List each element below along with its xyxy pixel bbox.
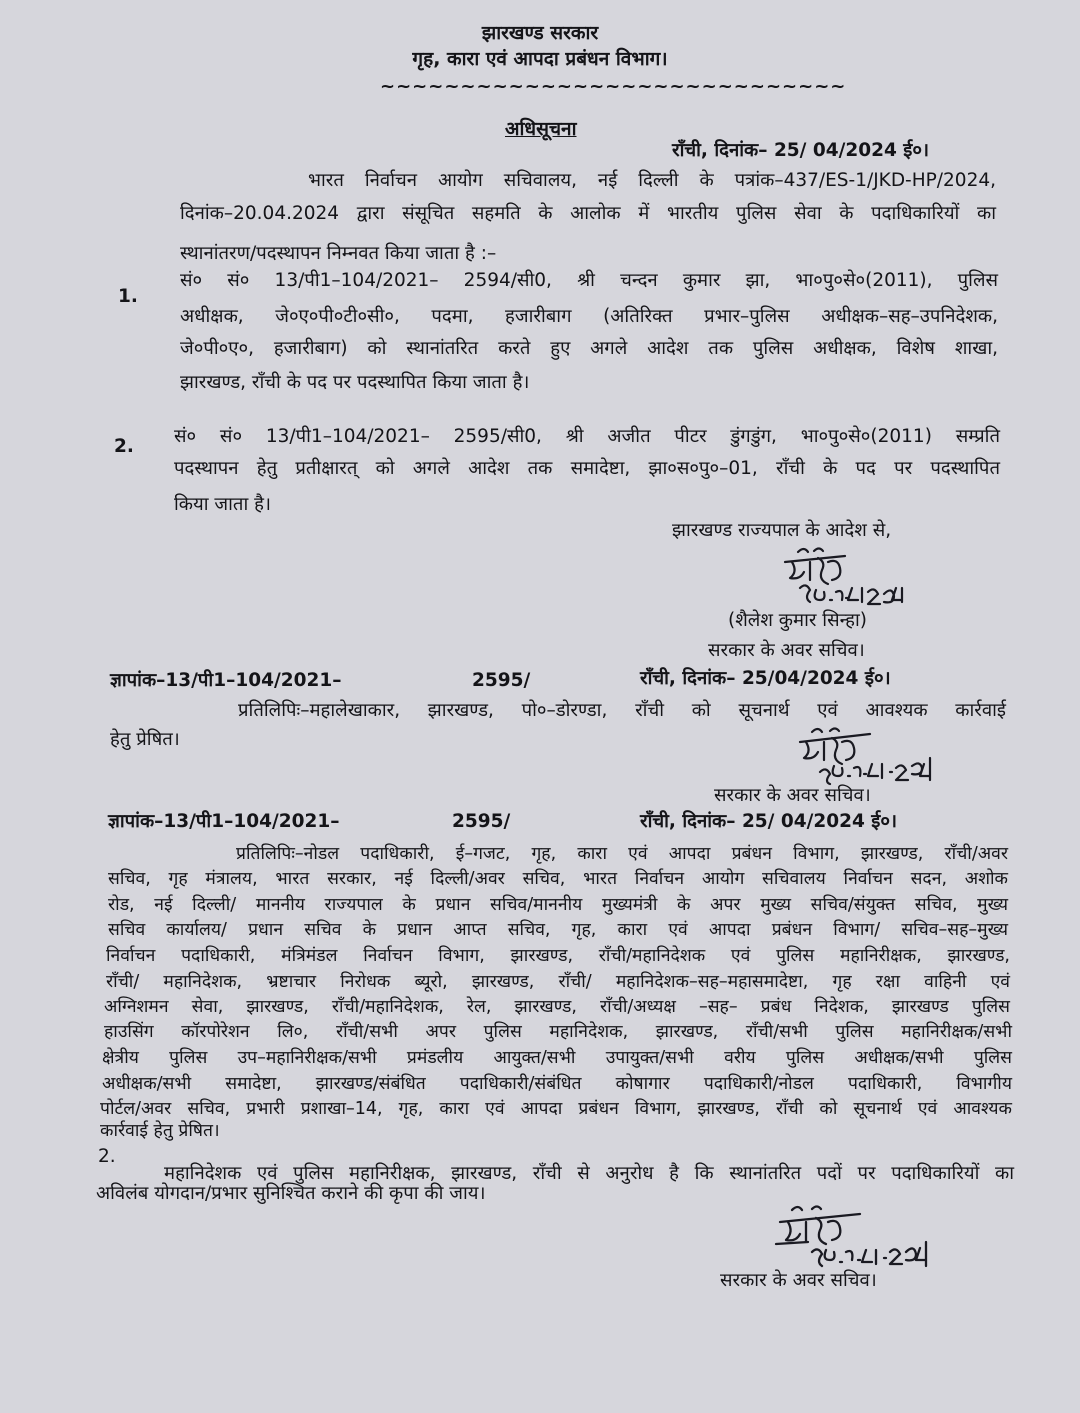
document-title: अधिसूचना (505, 118, 577, 140)
item-2-line: सं० सं० 13/पी1–104/2021– 2595/सी0, श्री अजीत पीटर डुंगडुंग, भा०पु०से०(2011) सम्प्रति (174, 426, 1000, 447)
memo-2-line: क्षेत्रीय पुलिस उप–महानिरीक्षक/सभी प्रमंडलीय आयुक्त/सभी उपायुक्त/सभी वरीय पुलिस अधीक्षक/सभी पुलिस (102, 1048, 1012, 1068)
memo-2-line: पोर्टल/अवर सचिव, प्रभारी प्रशाखा–14, गृह, कारा एवं आपदा प्रबंधन विभाग, झारखण्ड, राँची को सूचनार्थ एवं आवश्यक (100, 1099, 1012, 1119)
handwritten-signature-icon (770, 548, 920, 618)
item-1-line: झारखण्ड, राँची के पद पर पदस्थापित किया जाता है। (180, 372, 530, 393)
memo-2-line: सचिव कार्यालय/ प्रधान सचिव के प्रधान आप्त सचिव, गृह, कारा एवं आपदा प्रबंधन विभाग/ सचिव–सह–मुख्य (108, 920, 1008, 940)
memo-1-date: राँची, दिनांक– 25/04/2024 ई०। (640, 668, 891, 689)
signatory-name: (शैलेश कुमार सिन्हा) (728, 610, 867, 631)
memo-1-line: प्रतिलिपिः–महालेखाकार, झारखण्ड, पो०–डोरण्डा, राँची को सूचनार्थ एवं आवश्यक कार्रवाई (238, 700, 1006, 721)
handwritten-signature-icon (768, 1206, 938, 1274)
memo-2-line: अधीक्षक/सभी समादेष्टा, झारखण्ड/संबंधित पदाधिकारी/संबंधित कोषागार पदाधिकारी/नोडल पदाधिकारी, विभागीय (102, 1074, 1012, 1094)
memo-2-para-2-line: महानिदेशक एवं पुलिस महानिरीक्षक, झारखण्ड, राँची से अनुरोध है कि स्थानांतरित पदों पर पदाधिकारियों का (164, 1163, 1014, 1184)
handwritten-signature-icon (790, 728, 940, 786)
memo-2-line: सचिव, गृह मंत्रालय, भारत सरकार, नई दिल्ली/अवर सचिव, भारत निर्वाचन आयोग सचिवालय निर्वाचन सदन, अशोक (108, 869, 1008, 889)
memo-1-reference: ज्ञापांक–13/पी1–104/2021– (110, 670, 342, 691)
item-1-line: सं० सं० 13/पी1–104/2021– 2594/सी0, श्री चन्दन कुमार झा, भा०पु०से०(2011), पुलिस (180, 270, 998, 291)
memo-1-signatory-title: सरकार के अवर सचिव। (714, 785, 871, 806)
department-name: गृह, कारा एवं आपदा प्रबंधन विभाग। (412, 48, 668, 70)
notification-date: राँची, दिनांक– 25/ 04/2024 ई०। (672, 140, 930, 161)
memo-2-line: राँची/ महानिदेशक, भ्रष्टाचार निरोधक ब्यूरो, झारखण्ड, राँची/ महानिदेशक–सह–महासमादेष्टा, गृह रक्षा वाहिनी एवं (106, 972, 1010, 992)
item-2-line: पदस्थापन हेतु प्रतीक्षारत् को अगले आदेश तक समादेष्टा, झा०स०पु०–01, राँची के पद पर पदस्थापित (174, 458, 1000, 479)
memo-2-line: प्रतिलिपिः–नोडल पदाधिकारी, ई–गजट, गृह, कारा एवं आपदा प्रबंधन विभाग, झारखण्ड, राँची/अवर (236, 844, 1008, 864)
memo-2-para-2-number: 2. (98, 1146, 116, 1167)
memo-2-reference-number: 2595/ (452, 811, 511, 832)
intro-line-2: दिनांक–20.04.2024 द्वारा संसूचित सहमति के आलोक में भारतीय पुलिस सेवा के पदाधिकारियों का (180, 203, 996, 224)
memo-2-signatory-title: सरकार के अवर सचिव। (720, 1270, 877, 1291)
memo-2-line: रोड, नई दिल्ली/ माननीय राज्यपाल के प्रधान सचिव/माननीय मुख्यमंत्री के अपर मुख्य सचिव/संयुक्त सचिव, मुख्य (108, 895, 1008, 915)
memo-1-line: हेतु प्रेषित। (110, 729, 180, 750)
memo-2-line: अग्निशमन सेवा, झारखण्ड, राँची/महानिदेशक, रेल, झारखण्ड, राँची/अध्यक्ष –सह– प्रबंध निदेशक, झारखण्ड पुलिस (104, 997, 1010, 1017)
intro-line-1: भारत निर्वाचन आयोग सचिवालय, नई दिल्ली के पत्रांक–437/ES-1/JKD-HP/2024, (308, 170, 996, 191)
intro-line-3: स्थानांतरण/पदस्थापन निम्नवत किया जाता है :– (180, 243, 497, 264)
signatory-title: सरकार के अवर सचिव। (708, 640, 865, 661)
item-1-line: जे०पी०ए०, हजारीबाग) को स्थानांतरित करते हुए अगले आदेश तक पुलिस अधीक्षक, विशेष शाखा, (180, 338, 998, 359)
government-name: झारखण्ड सरकार (481, 22, 599, 44)
item-1-line: अधीक्षक, जे०ए०पी०टी०सी०, पदमा, हजारीबाग (अतिरिक्त प्रभार–पुलिस अधीक्षक–सह–उपनिदेशक, (180, 306, 998, 327)
memo-2-date: राँची, दिनांक– 25/ 04/2024 ई०। (640, 811, 898, 832)
governor-order-line: झारखण्ड राज्यपाल के आदेश से, (672, 520, 892, 541)
memo-2-line: हाउसिंग कॉरपोरेशन लि०, राँची/सभी अपर पुलिस महानिदेशक, झारखण्ड, राँची/सभी पुलिस महानिरीक्षक/सभी (104, 1022, 1012, 1042)
memo-2-line: निर्वाचन पदाधिकारी, मंत्रिमंडल निर्वाचन विभाग, झारखण्ड, राँची/महानिदेशक एवं पुलिस महानिरीक्षक, झारखण्ड, (106, 946, 1010, 966)
item-1-number: 1. (118, 286, 138, 307)
header-rule: ~~~~~~~~~~~~~~~~~~~~~~~~~~~~~ (380, 76, 847, 97)
memo-1-reference-number: 2595/ (472, 670, 531, 691)
item-2-number: 2. (114, 436, 134, 457)
memo-2-para-2-line: अविलंब योगदान/प्रभार सुनिश्चित कराने की कृपा की जाय। (96, 1183, 486, 1204)
item-2-line: किया जाता है। (174, 494, 271, 515)
memo-2-line: कार्रवाई हेतु प्रेषित। (100, 1121, 220, 1141)
memo-2-reference: ज्ञापांक–13/पी1–104/2021– (108, 811, 340, 832)
